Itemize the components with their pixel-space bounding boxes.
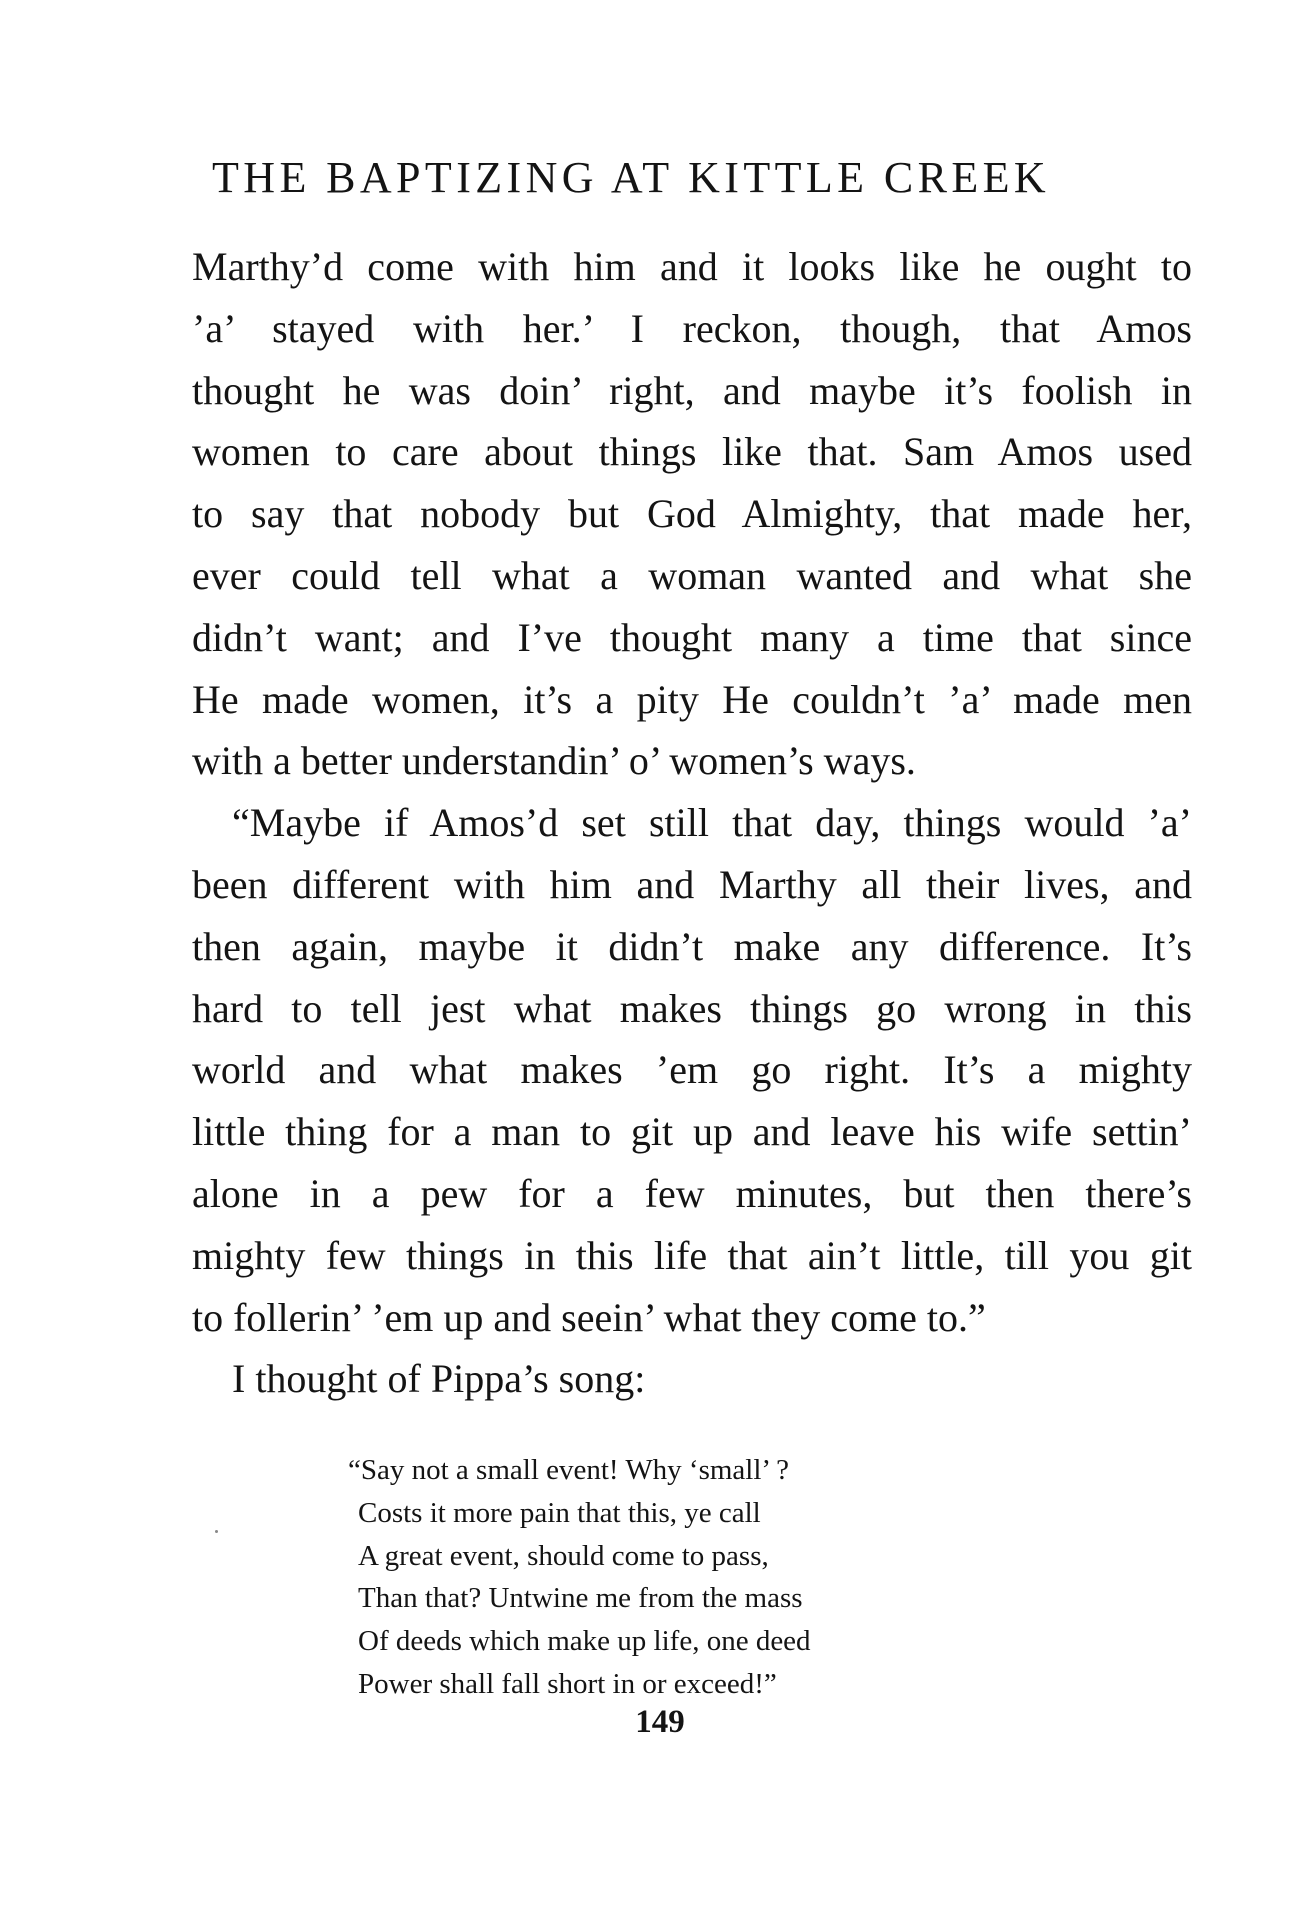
body-line: He made women, it’s a pity He couldn’t ’a’ made men [192, 676, 1192, 722]
verse-quotation [348, 1449, 998, 1706]
body-line: ever could tell what a woman wanted and what she [192, 552, 1192, 598]
page-number: 149 [635, 1704, 685, 1740]
body-line: alone in a pew for a few minutes, but then there’s [192, 1170, 1192, 1216]
body-line: then again, maybe it didn’t make any difference. It’s [192, 923, 1192, 969]
verse-line: Than that? Untwine me from the mass [358, 1582, 803, 1615]
running-head: THE BAPTIZING AT KITTLE CREEK [212, 153, 1051, 202]
verse-line: Costs it more pain that this, ye call [358, 1496, 761, 1529]
verse-line: Of deeds which make up life, one deed [358, 1625, 811, 1658]
print-speck [215, 1530, 218, 1533]
body-line: women to care about things like that. Sam Amos used [192, 429, 1192, 475]
body-line: with a better understandin’ o’ women’s ways. [192, 738, 916, 784]
paragraph-start-line: I thought of Pippa’s song: [232, 1356, 646, 1402]
body-text [192, 236, 1192, 1410]
body-line: world and what makes ’em go right. It’s a mighty [192, 1047, 1192, 1093]
body-line: hard to tell jest what makes things go wrong in this [192, 985, 1192, 1031]
paragraph-start-line: “Maybe if Amos’d set still that day, things would ’a’ [232, 800, 1192, 846]
body-line: didn’t want; and I’ve thought many a time that since [192, 614, 1192, 660]
verse-line: Power shall fall short in or exceed!” [358, 1667, 777, 1700]
verse-line: “Say not a small event! Why ‘small’ ? [348, 1454, 790, 1486]
body-line: been different with him and Marthy all their lives, and [192, 861, 1192, 907]
body-line: ’a’ stayed with her.’ I reckon, though, that Amos [192, 305, 1192, 351]
body-line: mighty few things in this life that ain’t little, till you git [192, 1232, 1192, 1278]
body-line: Marthy’d come with him and it looks like he ought to [192, 244, 1192, 289]
verse-line: A great event, should come to pass, [358, 1539, 769, 1572]
body-line: to say that nobody but God Almighty, that made her, [192, 491, 1192, 537]
body-line: to follerin’ ’em up and seein’ what they come to.” [192, 1294, 986, 1340]
body-line: little thing for a man to git up and leave his wife settin’ [192, 1109, 1192, 1155]
body-line: thought he was doin’ right, and maybe it’s foolish in [192, 367, 1192, 413]
